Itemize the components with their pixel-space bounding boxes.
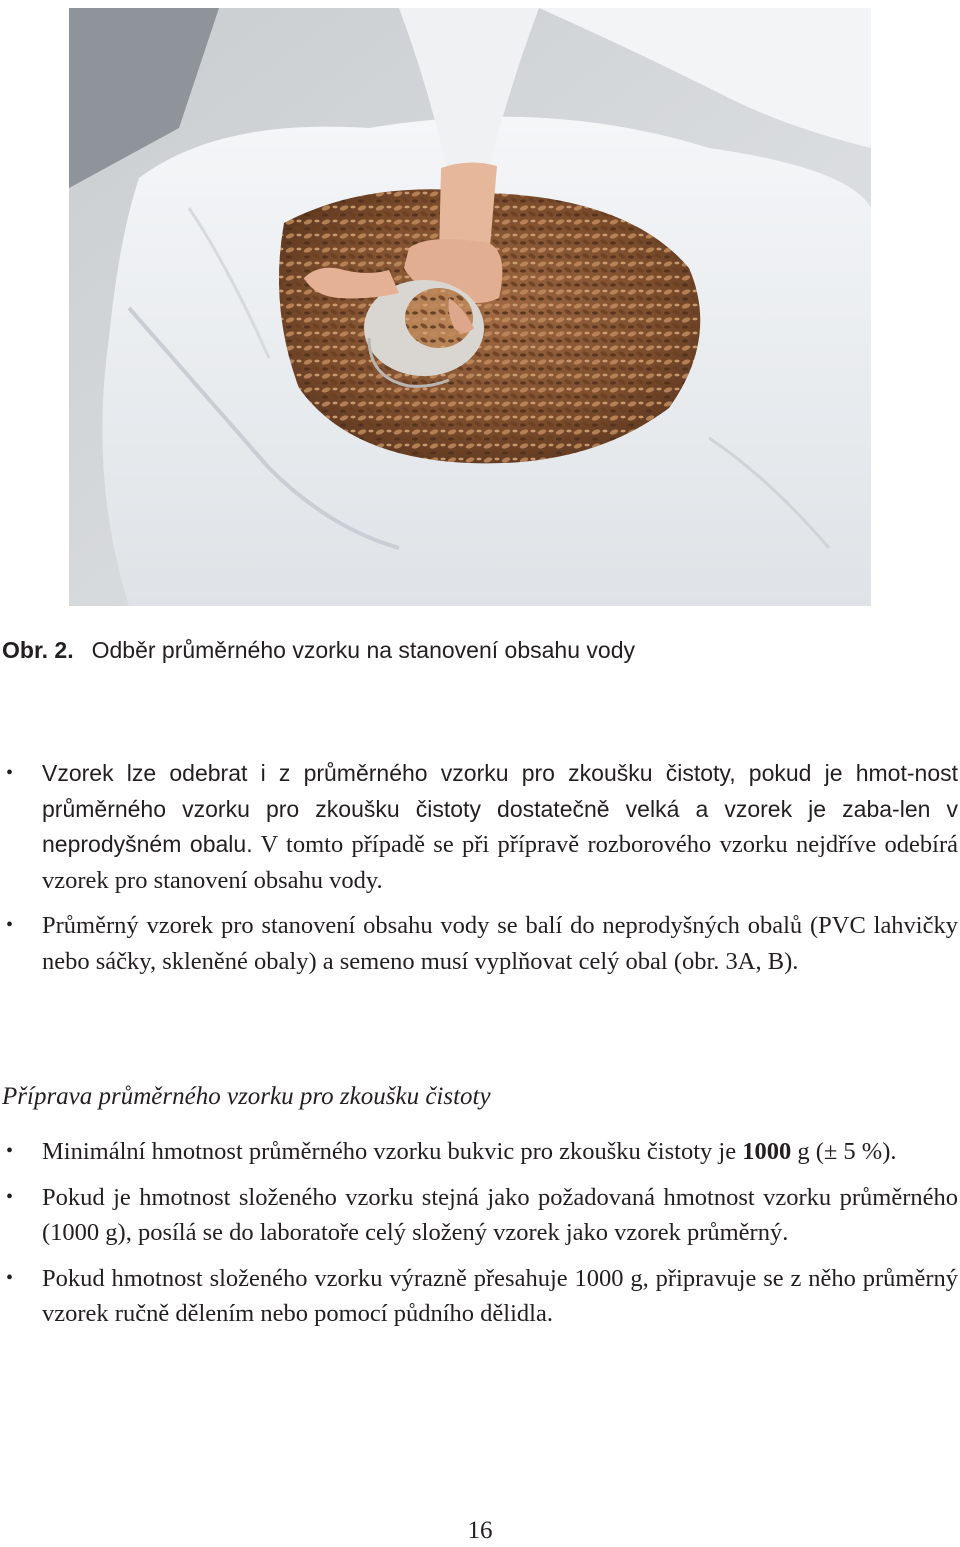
figure-photo [69, 8, 871, 606]
list-item [0, 1261, 958, 1332]
bullet-text: V tomto případě se při přípravě rozborového vzorku nejdříve odebírá vzorek pro stanovení obsahu vody. [42, 831, 958, 894]
photo-illustration [69, 8, 871, 606]
figure-caption-text: Odběr průměrného vzorku na stanovení obsahu vody [91, 637, 635, 663]
bullet-icon: • [6, 762, 14, 784]
bullet-text: Pokud hmotnost složeného vzorku výrazně přesahuje 1000 g, připravuje se z něho průměrný vzorek ručně dělením nebo pomocí půdního dělidla. [42, 1264, 958, 1328]
bullet-list-bottom [0, 1134, 958, 1342]
list-item [0, 756, 958, 898]
figure-label: Obr. 2. [2, 637, 74, 663]
list-item [0, 1134, 958, 1170]
figure-caption [2, 636, 635, 664]
section-heading: Příprava průměrného vzorku pro zkoušku čistoty [2, 1083, 491, 1110]
bullet-icon: • [6, 1185, 14, 1208]
bullet-text-sans: Vzorek lze odebrat i z průměrného vzorku pro zkoušku čistoty, pokud je hmot-nost průměrného vzorku pro zkoušku čistoty dostatečně velká a vzorek je zaba-len v neprodyšném obalu. [42, 760, 958, 858]
bullet-icon: • [6, 914, 14, 937]
list-item [0, 1180, 958, 1251]
list-item [0, 908, 958, 979]
bullet-text: Minimální hmotnost průměrného vzorku bukvic pro zkoušku čistoty je [42, 1138, 743, 1165]
bullet-icon: • [6, 1140, 14, 1162]
bullet-text: Průměrný vzorek pro stanovení obsahu vody se balí do neprodyšných obalů (PVC lahvičky nebo sáčky, skleněné obaly) a semeno musí vyplňovat celý obal (obr. 3A, B). [42, 912, 958, 975]
bullet-list-top [0, 756, 958, 990]
bullet-text: Pokud je hmotnost složeného vzorku stejná jako požadovaná hmotnost vzorku průměrného (1000 g), posílá se do laboratoře celý složený vzorek jako vzorek průměrný. [42, 1183, 958, 1247]
bullet-text: g (± 5 %). [791, 1138, 897, 1165]
page-number: 16 [467, 1517, 493, 1544]
bullet-icon: • [6, 1266, 14, 1289]
bullet-bold-value: 1000 [742, 1138, 792, 1165]
